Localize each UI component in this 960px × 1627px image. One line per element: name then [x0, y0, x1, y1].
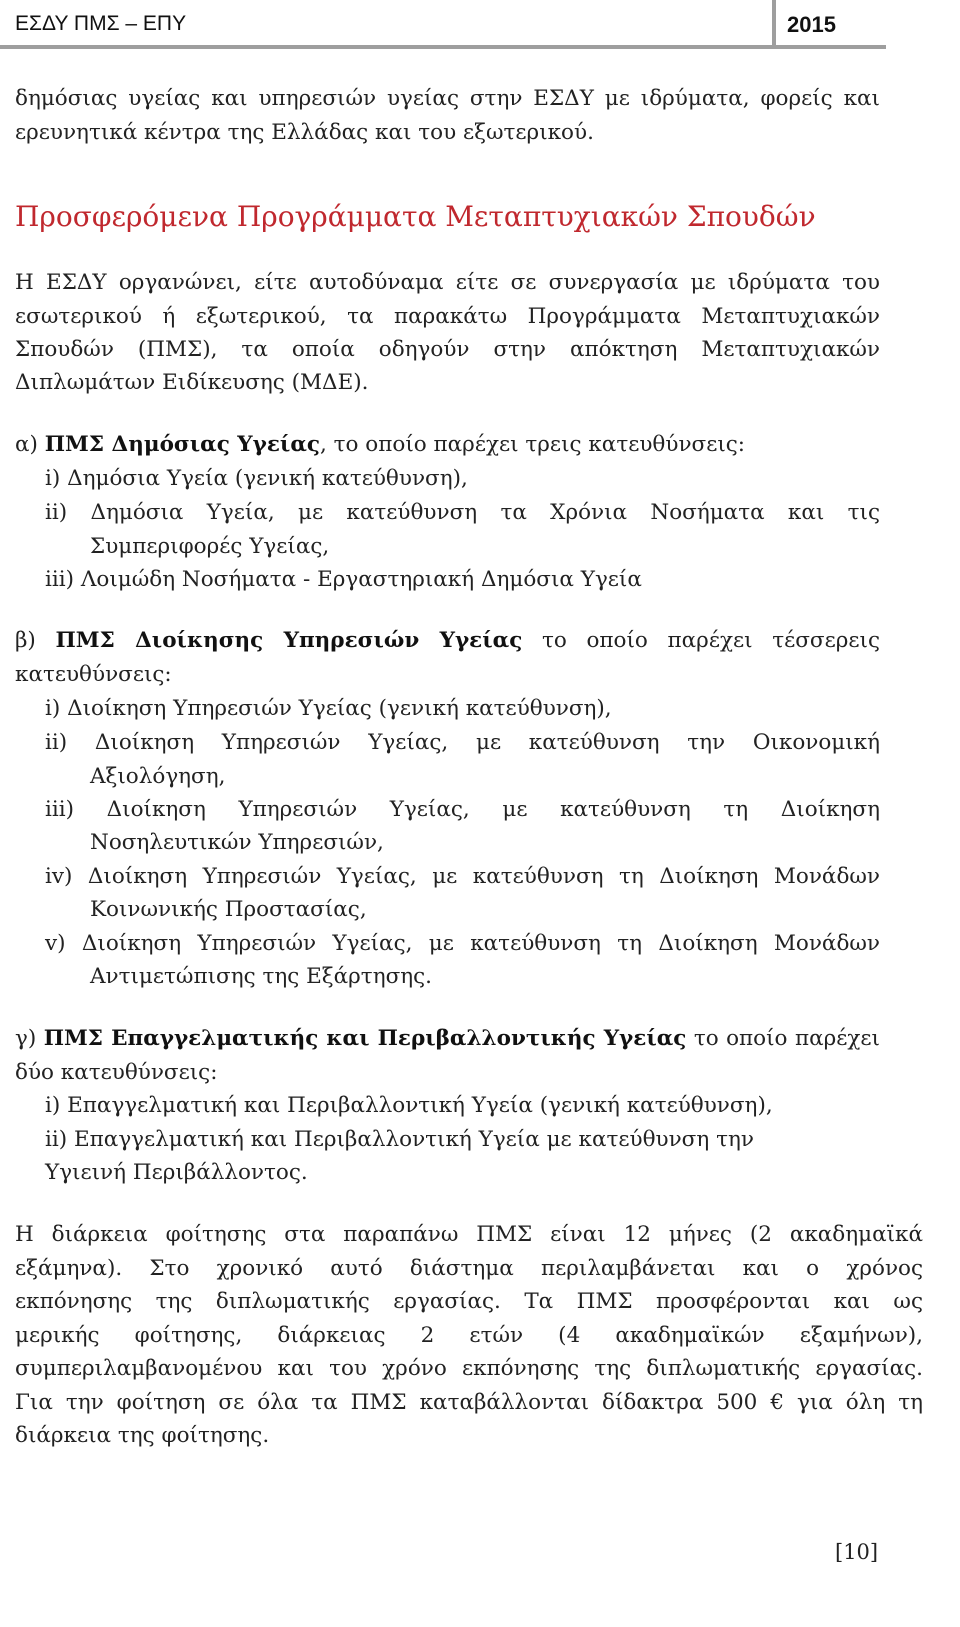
program-b-item: Αξιολόγηση, — [90, 764, 226, 789]
header-rule-right — [776, 45, 886, 49]
program-a-item: iii) Λοιμώδη Νοσήματα - Εργαστηριακή Δημόσια Υγεία — [45, 567, 642, 592]
para-end-line: συμπεριλαμβανομένου και του χρόνο εκπόνησης της διπλωματικής εργασίας. — [15, 1356, 923, 1381]
program-b-heading-cont: κατευθύνσεις: — [15, 662, 172, 687]
program-b-item: Κοινωνικής Προστασίας, — [90, 897, 367, 922]
program-b-heading: β) ΠΜΣ Διοίκησης Υπηρεσιών Υγείας το οποίο παρέχει τέσσερεις — [15, 628, 880, 653]
para-end-line: εκπόνησης της διπλωματικής εργασίας. Τα ΠΜΣ προσφέρονται και ως — [15, 1289, 923, 1314]
program-a-heading: α) ΠΜΣ Δημόσιας Υγείας, το οποίο παρέχει τρεις κατευθύνσεις: — [15, 432, 746, 457]
header-year: 2015 — [787, 12, 836, 37]
intro-line: δημόσιας υγείας και υπηρεσιών υγείας στην ΕΣΔΥ με ιδρύματα, φορείς και — [15, 86, 880, 111]
program-c-heading: γ) ΠΜΣ Επαγγελματικής και Περιβαλλοντικής Υγείας το οποίο παρέχει — [15, 1026, 880, 1051]
program-b-item: v) Διοίκηση Υπηρεσιών Υγείας, με κατεύθυνση τη Διοίκηση Μονάδων — [45, 931, 880, 956]
para-end-line: Για την φοίτηση σε όλα τα ΠΜΣ καταβάλλονται δίδακτρα 500 € για όλη τη — [15, 1390, 923, 1415]
para1-line: Η ΕΣΔΥ οργανώνει, είτε αυτοδύναμα είτε σε συνεργασία με ιδρύματα του — [15, 270, 880, 295]
program-a-name: ΠΜΣ Δημόσιας Υγείας — [44, 432, 320, 457]
program-b-item: Αντιμετώπισης της Εξάρτησης. — [90, 964, 433, 989]
program-b-name: ΠΜΣ Διοίκησης Υπηρεσιών Υγείας — [55, 628, 523, 653]
header-rule — [0, 45, 772, 49]
program-c-item: Υγιεινή Περιβάλλοντος. — [45, 1160, 308, 1185]
program-b-item: Νοσηλευτικών Υπηρεσιών, — [90, 830, 384, 855]
program-a-item: i) Δημόσια Υγεία (γενική κατεύθυνση), — [45, 466, 468, 491]
para-end-line: μερικής φοίτησης, διάρκειας 2 ετών (4 ακαδημαϊκών εξαμήνων), — [15, 1323, 923, 1348]
program-c-heading-cont: δύο κατευθύνσεις: — [15, 1060, 218, 1085]
section-title: Προσφερόμενα Προγράμματα Μεταπτυχιακών Σπουδών — [15, 200, 816, 233]
header-divider — [772, 0, 776, 49]
program-a-item: ii) Δημόσια Υγεία, με κατεύθυνση τα Χρόνια Νοσήματα και τις — [45, 500, 880, 525]
program-c-item: i) Επαγγελματική και Περιβαλλοντική Υγεία (γενική κατεύθυνση), — [45, 1093, 773, 1118]
program-a-item: Συμπεριφορές Υγείας, — [90, 534, 330, 559]
program-b-item: i) Διοίκηση Υπηρεσιών Υγείας (γενική κατεύθυνση), — [45, 696, 612, 721]
para1-line: εσωτερικού ή εξωτερικού, τα παρακάτω Προγράμματα Μεταπτυχιακών — [15, 304, 880, 329]
program-b-item: iii) Διοίκηση Υπηρεσιών Υγείας, με κατεύθυνση τη Διοίκηση — [45, 797, 880, 822]
program-c-name: ΠΜΣ Επαγγελματικής και Περιβαλλοντικής Υγείας — [43, 1026, 687, 1051]
program-b-item: iv) Διοίκηση Υπηρεσιών Υγείας, με κατεύθυνση τη Διοίκηση Μονάδων — [45, 864, 880, 889]
program-c-item: ii) Επαγγελματική και Περιβαλλοντική Υγεία με κατεύθυνση την — [45, 1127, 754, 1152]
para-end-line: εξάμηνα). Στο χρονικό αυτό διάστημα περιλαμβάνεται και ο χρόνος — [15, 1256, 923, 1281]
para1-line: Σπουδών (ΠΜΣ), τα οποία οδηγούν στην απόκτηση Μεταπτυχιακών — [15, 337, 880, 362]
intro-line: ερευνητικά κέντρα της Ελλάδας και του εξωτερικού. — [15, 120, 594, 145]
para-end-line: Η διάρκεια φοίτησης στα παραπάνω ΠΜΣ είναι 12 μήνες (2 ακαδημαϊκά — [15, 1222, 923, 1247]
page-number: [10] — [835, 1540, 879, 1564]
program-b-item: ii) Διοίκηση Υπηρεσιών Υγείας, με κατεύθυνση την Οικονομική — [45, 730, 880, 755]
para1-line: Διπλωμάτων Ειδίκευσης (ΜΔΕ). — [15, 370, 369, 395]
running-header: ΕΣΔΥ ΠΜΣ – ΕΠΥ — [15, 12, 187, 35]
para-end-line: διάρκεια της φοίτησης. — [15, 1423, 270, 1448]
